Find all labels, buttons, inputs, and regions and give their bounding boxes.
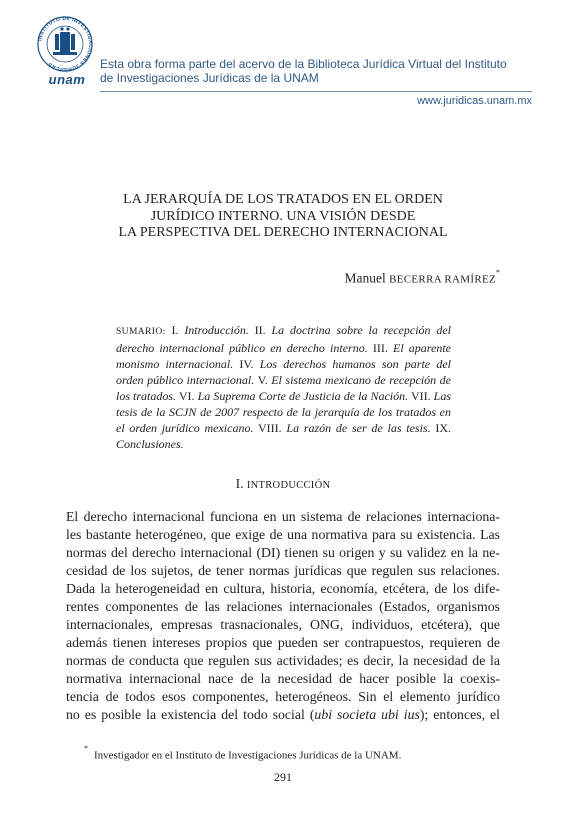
summary-item-number: VI.: [176, 389, 198, 403]
body-line: cesidad de los sujetos, de tener normas jurídicas que regulen sus relaciones.: [66, 563, 500, 578]
page-header: [36, 10, 532, 120]
summary-item-text: Introducción.: [184, 323, 249, 337]
summary-item-text: Las tesis de la SCJN de 2007 respecto de la jerarquía de los tratados en el orden jurídico mexicano.: [116, 389, 451, 435]
summary-item-number: V.: [254, 373, 272, 387]
summary-item-text: El sistema mexicano de recepción de los tratados.: [116, 373, 451, 403]
title-line-2: JURÍDICO INTERNO. UNA VISIÓN DESDE: [150, 208, 416, 224]
summary-block: [116, 322, 451, 452]
notice-line-2: de Investigaciones Jurídicas de la UNAM: [100, 71, 319, 85]
body-line: les bastante heterogéneo, que exige de una normativa para su existencia. Las: [66, 527, 500, 542]
body-text-segment: ); entonces, el: [419, 707, 500, 722]
body-text-segment: no es posible la existencia del todo social (: [66, 707, 315, 722]
summary-item-text: La Suprema Corte de Justicia de la Nación.: [197, 389, 409, 403]
summary-item-text: El aparente monismo internacional.: [116, 341, 451, 371]
body-line: normas de conducta que regulen sus actividades; es decir, la necesidad de la: [66, 653, 500, 668]
summary-items: [116, 323, 451, 451]
summary-item: [253, 421, 430, 435]
logo-wordmark: unam: [48, 72, 86, 87]
article-title: [66, 192, 500, 242]
author-name: [345, 270, 501, 287]
section-title: INTRODUCCIÓN: [246, 480, 331, 491]
notice-line-1: Esta obra forma parte del acervo de la Biblioteca Jurídica Virtual del Instituto: [100, 57, 507, 71]
author-footnote-mark: *: [496, 268, 500, 277]
summary-item: [176, 389, 408, 403]
summary-item-number: III.: [367, 341, 393, 355]
title-line-3: LA PERSPECTIVA DEL DERECHO INTERNACIONAL: [118, 225, 448, 240]
repository-notice: [100, 57, 540, 85]
body-line: normas del derecho internacional (DI) tienen su origen y su validez en la ne-: [66, 545, 500, 560]
summary-item-number: II.: [248, 323, 272, 337]
header-divider: [100, 91, 532, 92]
body-line: Dada la heterogeneidad en cultura, historia, economía, etcétera, de los dife-: [66, 581, 500, 596]
body-paragraph: [66, 508, 500, 724]
author-last-name: BECERRA RAMÍREZ: [389, 273, 496, 286]
body-line: internacionales, empresas trasnacionales, ONG, individuos, etcétera), que: [66, 617, 500, 632]
summary-item-number: VIII.: [253, 421, 287, 435]
summary-item-text: La razón de ser de las tesis.: [286, 421, 431, 435]
page-number: 291: [274, 770, 292, 784]
body-line: El derecho internacional funciona en un sistema de relaciones internaciona-: [66, 509, 500, 524]
section-number: I.: [235, 476, 244, 491]
summary-item-number: VII.: [408, 389, 434, 403]
logo-ring-text: INSTITUTO DE INVESTIGACIONES JURÍDICAS: [37, 15, 94, 73]
footnote-mark: *: [84, 744, 88, 753]
summary-item: [171, 323, 248, 337]
body-line: rentes componentes de las relaciones internacionales (Estados, organismos: [66, 599, 500, 614]
summary-item-number: IX.: [430, 421, 452, 435]
section-heading: [66, 476, 500, 492]
body-line: además tienen intereses propios que pueden ser contrapuestos, requieren de: [66, 635, 500, 650]
summary-item-number: I.: [171, 323, 185, 337]
summary-item-number: IV.: [233, 357, 260, 371]
body-line: normativa internacional nace de la necesidad de hacer posible la coexis-: [66, 671, 500, 686]
title-line-1: LA JERARQUÍA DE LOS TRATADOS EN EL ORDEN: [123, 192, 443, 207]
summary-item-text: Los derechos humanos son parte del orden público internacional.: [116, 357, 451, 387]
latin-phrase: ubi societa ubi ius: [314, 707, 420, 722]
summary-item-text: La doctrina sobre la recepción del derecho internacional público en derecho interno.: [116, 323, 452, 355]
summary-label: SUMARIO:: [116, 327, 166, 337]
website-link[interactable]: www.juridicas.unam.mx: [417, 95, 532, 107]
footnote-text: Investigador en el Instituto de Investigaciones Jurídicas de la UNAM.: [94, 749, 402, 762]
body-line: [66, 706, 500, 724]
author-first-name: Manuel: [344, 270, 386, 286]
summary-item-text: Conclusiones.: [116, 437, 184, 451]
footnote: [84, 744, 504, 762]
body-line: tencia de todos esos componentes, heterogéneos. Sin el elemento jurídico: [66, 689, 500, 704]
